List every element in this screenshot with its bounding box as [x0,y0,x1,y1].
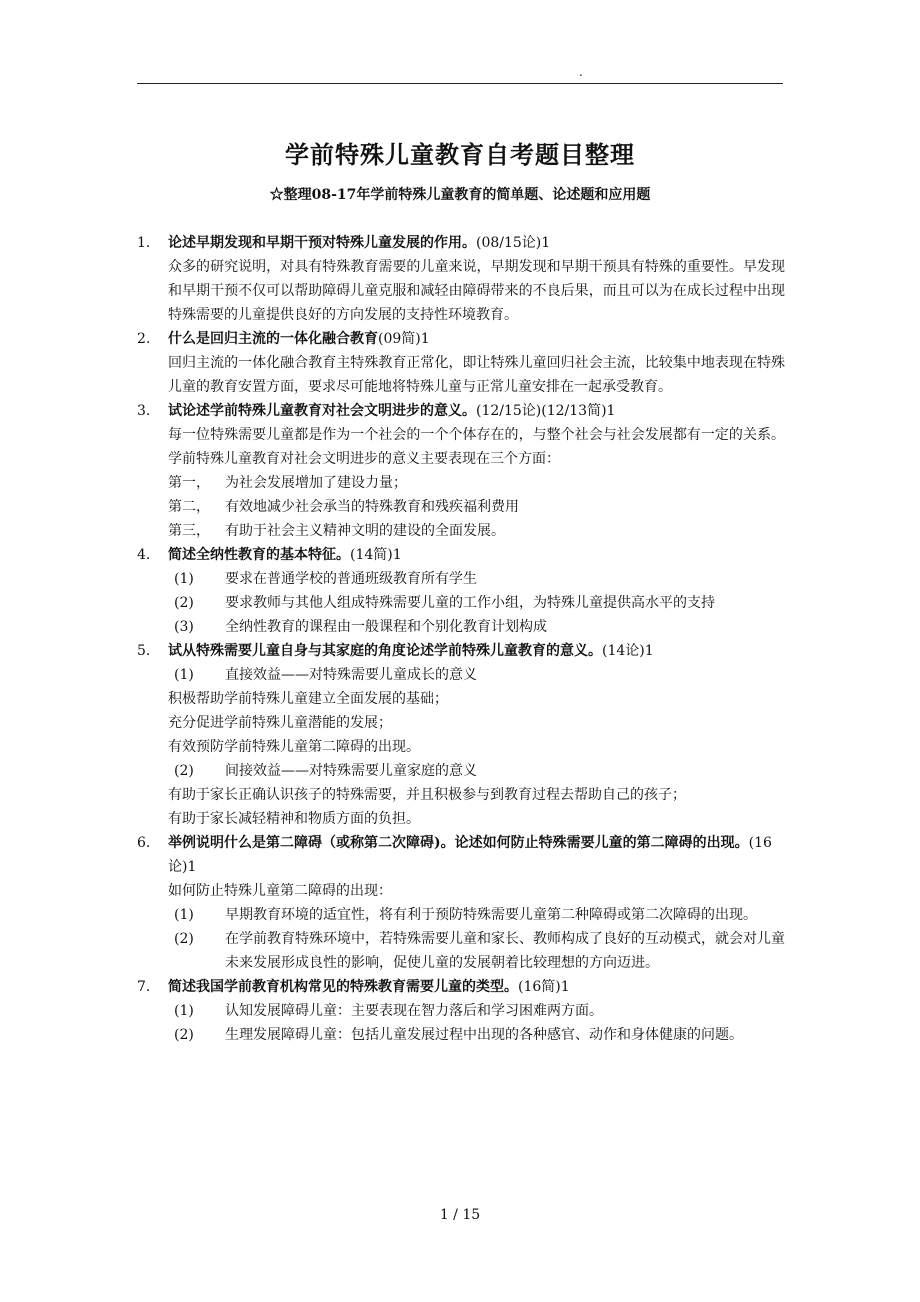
question-tag: (09简)1 [378,331,430,347]
question-text: 简述全纳性教育的基本特征。 [168,547,350,563]
question-text: 什么是回归主流的一体化融合教育 [168,331,378,347]
item-text: 直接效益——对特殊需要儿童成长的意义 [225,667,477,683]
point-label: 第二， [168,499,210,515]
answer-line: 积极帮助学前特殊儿童建立全面发展的基础； [168,691,448,707]
question-number: 4. [137,547,151,563]
answer-item [137,999,785,1023]
item-number: (1) [174,571,194,587]
item-text: 在学前教育特殊环境中，若特殊需要儿童和家长、教师构成了良好的互动模式，就会对儿童未来发展形成良性的影响，促使儿童的发展朝着比较理想的方向迈进。 [225,931,785,971]
document-title: 学前特殊儿童教育自考题目整理 [285,141,635,169]
answer-paragraph: 众多的研究说明，对具有特殊教育需要的儿童来说，早期发现和早期干预具有特殊的重要性。早发现和早期干预不仅可以帮助障碍儿童克服和减轻由障碍带来的不良后果，而且可以为在成长过程中出现特殊需要的儿童提供良好的方向发展的支持性环境教育。 [168,259,785,323]
item-text: 早期教育环境的适宜性，将有利于预防特殊需要儿童第二种障碍或第二次障碍的出现。 [225,907,757,923]
point-text: 有效地减少社会承当的特殊教育和残疾福利费用 [225,499,519,515]
answer-subheading [137,663,785,687]
question-list [137,231,785,1047]
answer-subheading [137,759,785,783]
answer-point [137,495,785,519]
answer-paragraph: 如何防止特殊儿童第二障碍的出现： [168,883,392,899]
answer-item [137,927,785,975]
item-number: (1) [174,907,194,923]
question-5 [137,639,785,663]
answer-point [137,471,785,495]
point-text: 为社会发展增加了建设力量； [225,475,407,491]
answer-line: 有助于家长减轻精神和物质方面的负担。 [168,811,420,827]
answer-point [137,519,785,543]
question-text: 试从特殊需要儿童自身与其家庭的角度论述学前特殊儿童教育的意义。 [168,643,602,659]
header-dot: . [579,65,583,79]
point-text: 有助于社会主义精神文明的建设的全面发展。 [225,523,505,539]
question-number: 7. [137,979,151,995]
item-text: 间接效益——对特殊需要儿童家庭的意义 [225,763,477,779]
item-number: (2) [174,763,194,779]
point-label: 第三， [168,523,210,539]
question-number: 2. [137,331,151,347]
point-label: 第一， [168,475,210,491]
question-4 [137,543,785,567]
item-text: 要求教师与其他人组成特殊需要儿童的工作小组，为特殊儿童提供高水平的支持 [225,595,715,611]
answer-item [137,903,785,927]
question-number: 1. [137,235,151,251]
item-number: (2) [174,595,194,611]
question-text: 试论述学前特殊儿童教育对社会文明进步的意义。 [168,403,476,419]
item-text: 全纳性教育的课程由一般课程和个别化教育计划构成 [225,619,547,635]
question-text: 举例说明什么是第二障碍（或称第二次障碍)。论述如何防止特殊需要儿童的第二障碍的出现。 [168,835,749,851]
question-2 [137,327,785,351]
question-tag: (08/15论)1 [476,235,551,251]
question-number: 6. [137,835,151,851]
answer-line: 有助于家长正确认识孩子的特殊需要，并且积极参与到教育过程去帮助自己的孩子； [168,787,686,803]
item-number: (3) [174,619,194,635]
answer-item [137,1023,785,1047]
answer-line: 有效预防学前特殊儿童第二障碍的出现。 [168,739,420,755]
item-number: (1) [174,1003,194,1019]
item-text: 认知发展障碍儿童：主要表现在智力落后和学习困难两方面。 [225,1003,603,1019]
question-tag: (14简)1 [350,547,402,563]
question-text: 论述早期发现和早期干预对特殊儿童发展的作用。 [168,235,476,251]
document-subtitle: ☆整理08-17年学前特殊儿童教育的简单题、论述题和应用题 [269,187,651,203]
header-rule [137,83,783,84]
item-number: (2) [174,931,194,947]
answer-paragraph: 回归主流的一体化融合教育主特殊教育正常化，即让特殊儿童回归社会主流，比较集中地表现在特殊儿童的教育安置方面，要求尽可能地将特殊儿童与正常儿童安排在一起承受教育。 [168,355,785,395]
item-text: 要求在普通学校的普通班级教育所有学生 [225,571,477,587]
item-number: (1) [174,667,194,683]
question-text: 简述我国学前教育机构常见的特殊教育需要儿童的类型。 [168,979,518,995]
question-tag: (16论)1 [168,835,772,875]
item-number: (2) [174,1027,194,1043]
question-number: 3. [137,403,151,419]
answer-line: 充分促进学前特殊儿童潜能的发展； [168,715,392,731]
question-1 [137,231,785,255]
item-text: 生理发展障碍儿童：包括儿童发展过程中出现的各种感官、动作和身体健康的问题。 [225,1027,743,1043]
question-7 [137,975,785,999]
page-number: 1 / 15 [439,1207,481,1223]
answer-item [137,567,785,591]
question-number: 5. [137,643,151,659]
answer-item [137,615,785,639]
question-3 [137,399,785,423]
question-tag: (14论)1 [602,643,654,659]
question-tag: (16简)1 [518,979,570,995]
question-tag: (12/15论)(12/13简)1 [476,403,616,419]
question-6 [137,831,785,879]
answer-paragraph: 每一位特殊需要儿童都是作为一个社会的一个个体存在的，与整个社会与社会发展都有一定的关系。学前特殊儿童教育对社会文明进步的意义主要表现在三个方面： [168,427,785,467]
answer-item [137,591,785,615]
